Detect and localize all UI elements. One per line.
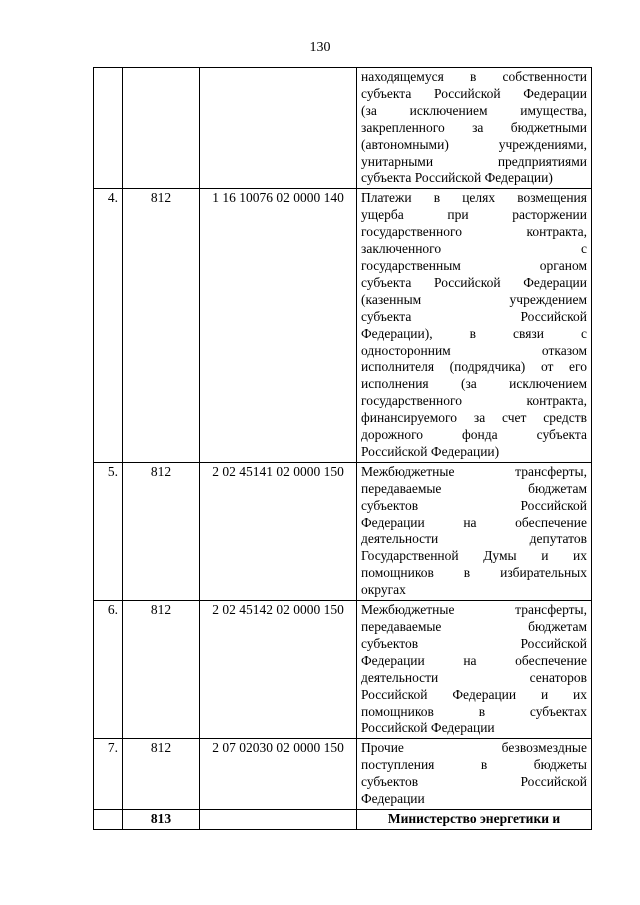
revenue-name-line: передаваемые бюджетам <box>361 480 587 496</box>
revenue-name <box>357 809 592 829</box>
revenue-name <box>357 739 592 810</box>
row-number <box>94 809 123 829</box>
revenue-name-line: государственного контракта, <box>361 393 587 409</box>
admin-code: 813 <box>123 809 200 829</box>
revenue-name-line: Министерство энергетики и <box>387 810 561 826</box>
revenue-name-line: заключенного с <box>361 241 587 257</box>
revenue-name-line: исполнителя (подрядчика) от его <box>361 359 587 375</box>
revenue-name-line: Российской Федерации и их <box>361 686 587 702</box>
revenue-name-line: Межбюджетные трансферты, <box>361 602 587 618</box>
revenue-code <box>200 68 357 189</box>
table-row <box>94 189 592 463</box>
revenue-name-line: субъектов Российской <box>361 497 587 513</box>
page-number: 130 <box>309 40 331 55</box>
revenue-name-line: Федерации на обеспечение <box>361 514 587 530</box>
revenue-name-line: помощников в избирательных <box>361 565 587 581</box>
table-row <box>94 601 592 739</box>
table-row <box>94 739 592 810</box>
revenue-name-line: субъекта Российской Федерации <box>361 85 587 101</box>
revenue-name <box>357 601 592 739</box>
revenue-code <box>200 809 357 829</box>
revenue-name-line: субъектов Российской <box>361 635 587 651</box>
table-row <box>94 809 592 829</box>
revenue-name-line: поступления в бюджеты <box>361 757 587 773</box>
revenue-code: 2 02 45142 02 0000 150 <box>200 601 357 739</box>
revenue-name <box>357 462 592 600</box>
row-number: 7. <box>94 739 123 810</box>
revenue-name <box>357 189 592 463</box>
table-row <box>94 462 592 600</box>
revenue-name-line: Межбюджетные трансферты, <box>361 463 587 479</box>
revenue-name-line: закрепленного за бюджетными <box>361 119 587 135</box>
revenue-name-line: ущерба при расторжении <box>361 207 587 223</box>
revenue-name-line: находящемуся в собственности <box>361 69 587 84</box>
revenue-name-line: односторонним отказом <box>361 342 587 358</box>
revenue-name-line: государственным органом <box>361 257 587 273</box>
revenue-name-line: унитарными предприятиями <box>361 153 587 169</box>
revenue-code: 2 02 45141 02 0000 150 <box>200 462 357 600</box>
revenue-name-line: помощников в субъектах <box>361 703 587 719</box>
row-number: 6. <box>94 601 123 739</box>
revenue-name-line: финансируемого за счет средств <box>361 410 587 426</box>
revenue-name <box>357 68 592 189</box>
revenue-name-line: Государственной Думы и их <box>361 548 587 564</box>
admin-code: 812 <box>123 601 200 739</box>
admin-code: 812 <box>123 189 200 463</box>
row-number: 4. <box>94 189 123 463</box>
revenue-name-line: Прочие безвозмездные <box>361 740 587 756</box>
admin-code: 812 <box>123 739 200 810</box>
revenue-name-line: Платежи в целях возмещения <box>361 190 587 206</box>
revenue-name-line: субъектов Российской <box>361 774 587 790</box>
revenue-name-line: (за исключением имущества, <box>361 102 587 118</box>
revenue-name-line: субъекта Российской <box>361 308 587 324</box>
revenue-name-line: округах <box>361 582 406 598</box>
revenue-name-line: Федерации на обеспечение <box>361 652 587 668</box>
table-row <box>94 68 592 189</box>
revenue-name-line: Федерации), в связи с <box>361 325 587 341</box>
revenue-code: 2 07 02030 02 0000 150 <box>200 739 357 810</box>
row-number: 5. <box>94 462 123 600</box>
revenue-name-line: субъекта Российской Федерации) <box>361 170 553 186</box>
revenue-name-line: дорожного фонда субъекта <box>361 427 587 443</box>
revenue-codes-table <box>93 67 592 830</box>
row-number <box>94 68 123 189</box>
revenue-name-line: Федерации <box>361 791 425 807</box>
revenue-name-line: деятельности депутатов <box>361 531 587 547</box>
revenue-name-line: (автономными) учреждениями, <box>361 136 587 152</box>
revenue-name-line: государственного контракта, <box>361 224 587 240</box>
revenue-code: 1 16 10076 02 0000 140 <box>200 189 357 463</box>
revenue-name-line: передаваемые бюджетам <box>361 619 587 634</box>
revenue-name-line: Российской Федерации <box>361 720 495 736</box>
revenue-name-line: субъекта Российской Федерации <box>361 274 587 290</box>
revenue-name-line: (казенным учреждением <box>361 291 587 307</box>
revenue-name-line: Российской Федерации) <box>361 443 500 459</box>
revenue-name-line: деятельности сенаторов <box>361 669 587 685</box>
admin-code: 812 <box>123 462 200 600</box>
table-body <box>94 68 592 830</box>
revenue-name-line: исполнения (за исключением <box>361 376 587 392</box>
admin-code <box>123 68 200 189</box>
